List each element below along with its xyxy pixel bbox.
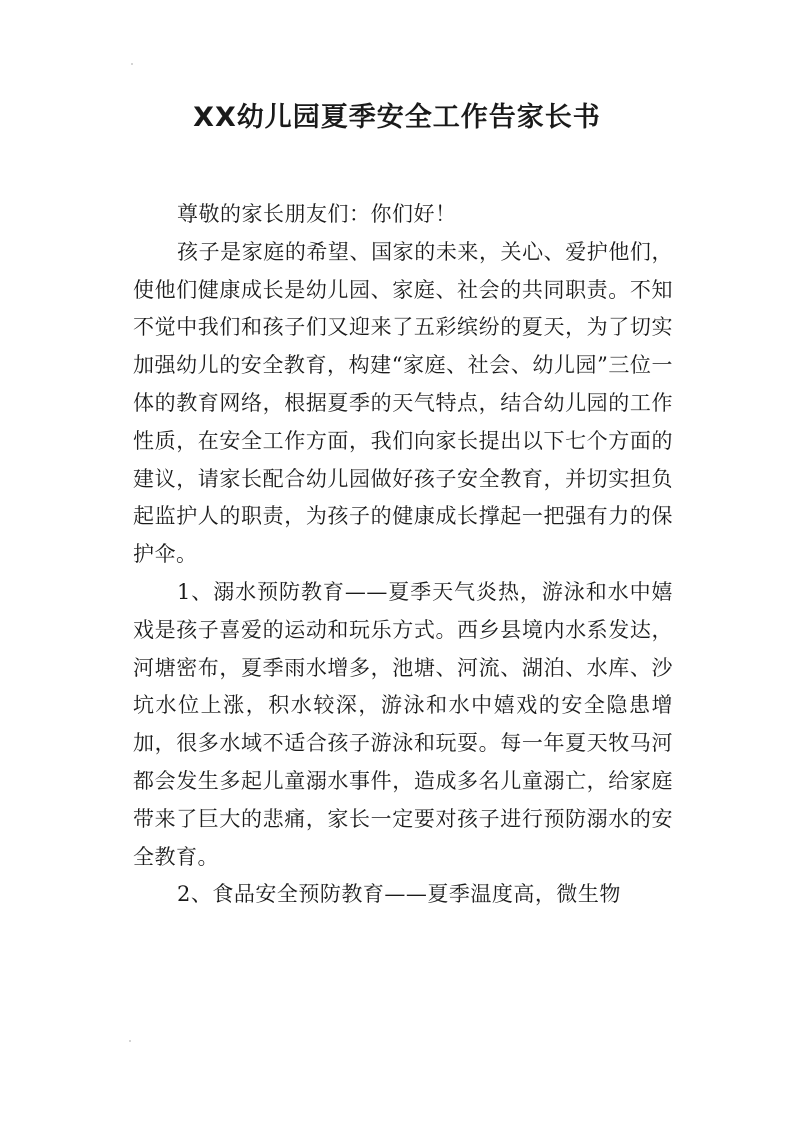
salutation-paragraph: 尊敬的家长朋友们：你们好！ — [177, 202, 457, 226]
intro-paragraph: 孩子是家庭的希望、国家的未来，关心、爱护他们，使他们健康成长是幼儿园、家庭、社会的共同职责。不知不觉中我们和孩子们又迎来了五彩缤纷的夏天，为了切实加强幼儿的安全教育，构建“家庭、社会、幼儿园”三位一体的教育网络，根据夏季的天气特点，结合幼儿园的工作性质，在安全工作方面，我们向家长提出以下七个方面的建议，请家长配合幼儿园做好孩子安全教育，并切实担负起监护人的职责，为孩子的健康成长撑起一把强有力的保护伞。 — [133, 239, 673, 567]
scan-speck — [131, 63, 133, 65]
food-safety-paragraph: 2、食品安全预防教育——夏季温度高，微生物 — [177, 882, 621, 907]
drowning-prevention-paragraph: 1、溺水预防教育——夏季天气炎热，游泳和水中嬉戏是孩子喜爱的运动和玩乐方式。西乡县境内水系发达，河塘密布，夏季雨水增多，池塘、河流、湖泊、水库、沙坑水位上涨，积水较深，游泳和水中嬉戏的安全隐患增加，很多水域不适合孩子游泳和玩耍。每一年夏天牧马河都会发生多起儿童溺水事件，造成多名儿童溺亡，给家庭带来了巨大的悲痛，家长一定要对孩子进行预防溺水的安全教育。 — [133, 579, 673, 869]
document-body — [133, 196, 673, 914]
document-title: XX幼儿园夏季安全工作告家长书 — [193, 102, 601, 133]
scan-speck — [129, 1040, 131, 1042]
